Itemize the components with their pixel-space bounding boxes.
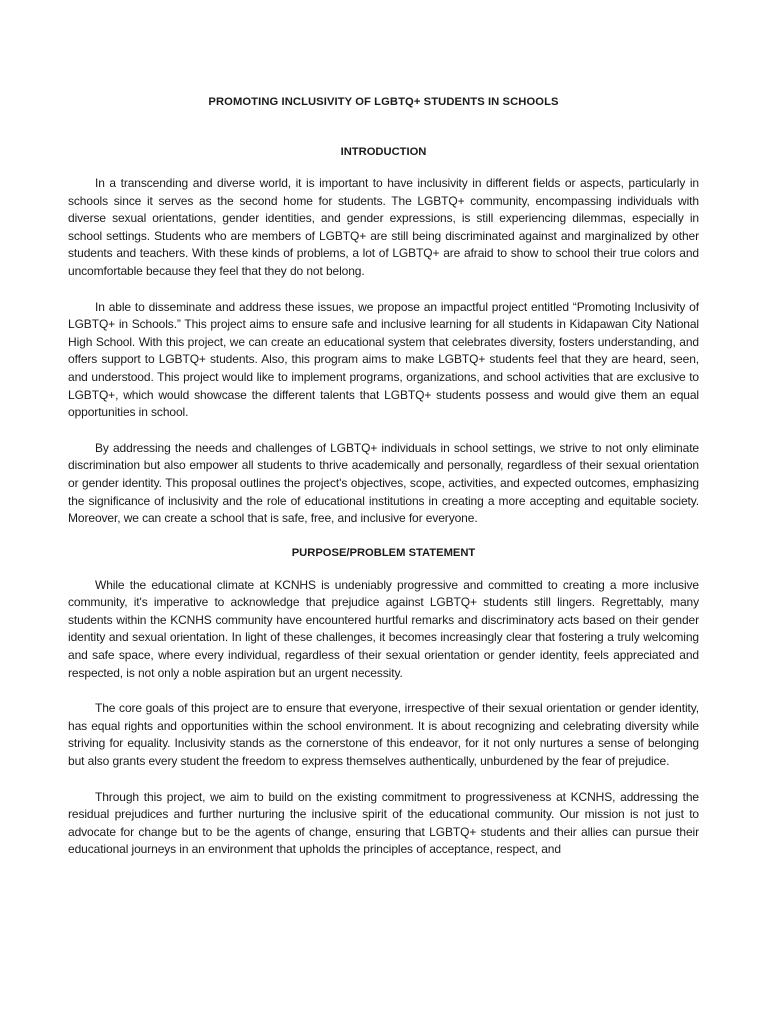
paragraph: Through this project, we aim to build on the existing commitment to progressiveness at KCNHS, addressing the residual prejudices and further nurturing the inclusive spirit of the educational community. Our mission is not just to advocate for change but to be the agents of change, ensuring that LGBTQ+ students and their allies can pursue their educational journeys in an environment that upholds the principles of acceptance, respect, and [68,789,699,857]
paragraph: While the educational climate at KCNHS is undeniably progressive and committed to creating a more inclusive community, it's imperative to acknowledge that prejudice against LGBTQ+ students still lingers. Regrettably, many students within the KCNHS community have encountered hurtful remarks and discriminatory acts based on their gender identity and sexual orientation. In light of these challenges, it becomes increasingly clear that fostering a truly welcoming and safe space, where every individual, regardless of their sexual orientation or gender identity, feels appreciated and respected, is not only a noble aspiration but an urgent necessity. [68,577,699,680]
paragraph: The core goals of this project are to ensure that everyone, irrespective of their sexual orientation or gender identity, has equal rights and opportunities within the school environment. It is about recognizing and celebrating diversity while striving for equality. Inclusivity stands as the cornerstone of this endeavor, for it not only nurtures a sense of belonging but also grants every student the freedom to express themselves authentically, unburdened by the fear of prejudice. [68,701,699,769]
section-heading-purpose: PURPOSE/PROBLEM STATEMENT [291,546,476,559]
paragraph: By addressing the needs and challenges of LGBTQ+ individuals in school settings, we strive to not only eliminate discrimination but also empower all students to thrive academically and personally, regardless of their sexual orientation or gender identity. This proposal outlines the project's objectives, scope, activities, and expected outcomes, emphasizing the significance of inclusivity and the role of educational institutions in creating a more accepting and equitable society. Moreover, we can create a school that is safe, free, and inclusive for everyone. [68,440,699,526]
paragraph: In a transcending and diverse world, it is important to have inclusivity in different fields or aspects, particularly in schools since it serves as the second home for students. The LGBTQ+ community, encompassing individuals with diverse sexual orientations, gender identities, and gender expressions, is still experiencing dilemmas, especially in school settings. Students who are members of LGBTQ+ are still being discriminated against and marginalized by other students and teachers. With these kinds of problems, a lot of LGBTQ+ are afraid to show to school their true colors and uncomfortable because they feel that they do not belong. [68,176,699,278]
section-heading-introduction: INTRODUCTION [340,146,427,158]
paragraph: In able to disseminate and address these issues, we propose an impactful project entitled “Promoting Inclusivity of LGBTQ+ in Schools.” This project aims to ensure safe and inclusive learning for all students in Kidapawan City National High School. With this project, we can create an educational system that celebrates diversity, fosters understanding, and offers support to LGBTQ+ students. Also, this program aims to make LGBTQ+ students feel that they are heard, seen, and understood. This project would like to implement programs, organizations, and school activities that are exclusive to LGBTQ+, which would showcase the different talents that LGBTQ+ students possess and would give them an equal opportunities in school. [68,299,699,420]
document-page [68,94,699,859]
document-title: PROMOTING INCLUSIVITY OF LGBTQ+ STUDENTS IN SCHOOLS [208,96,559,108]
